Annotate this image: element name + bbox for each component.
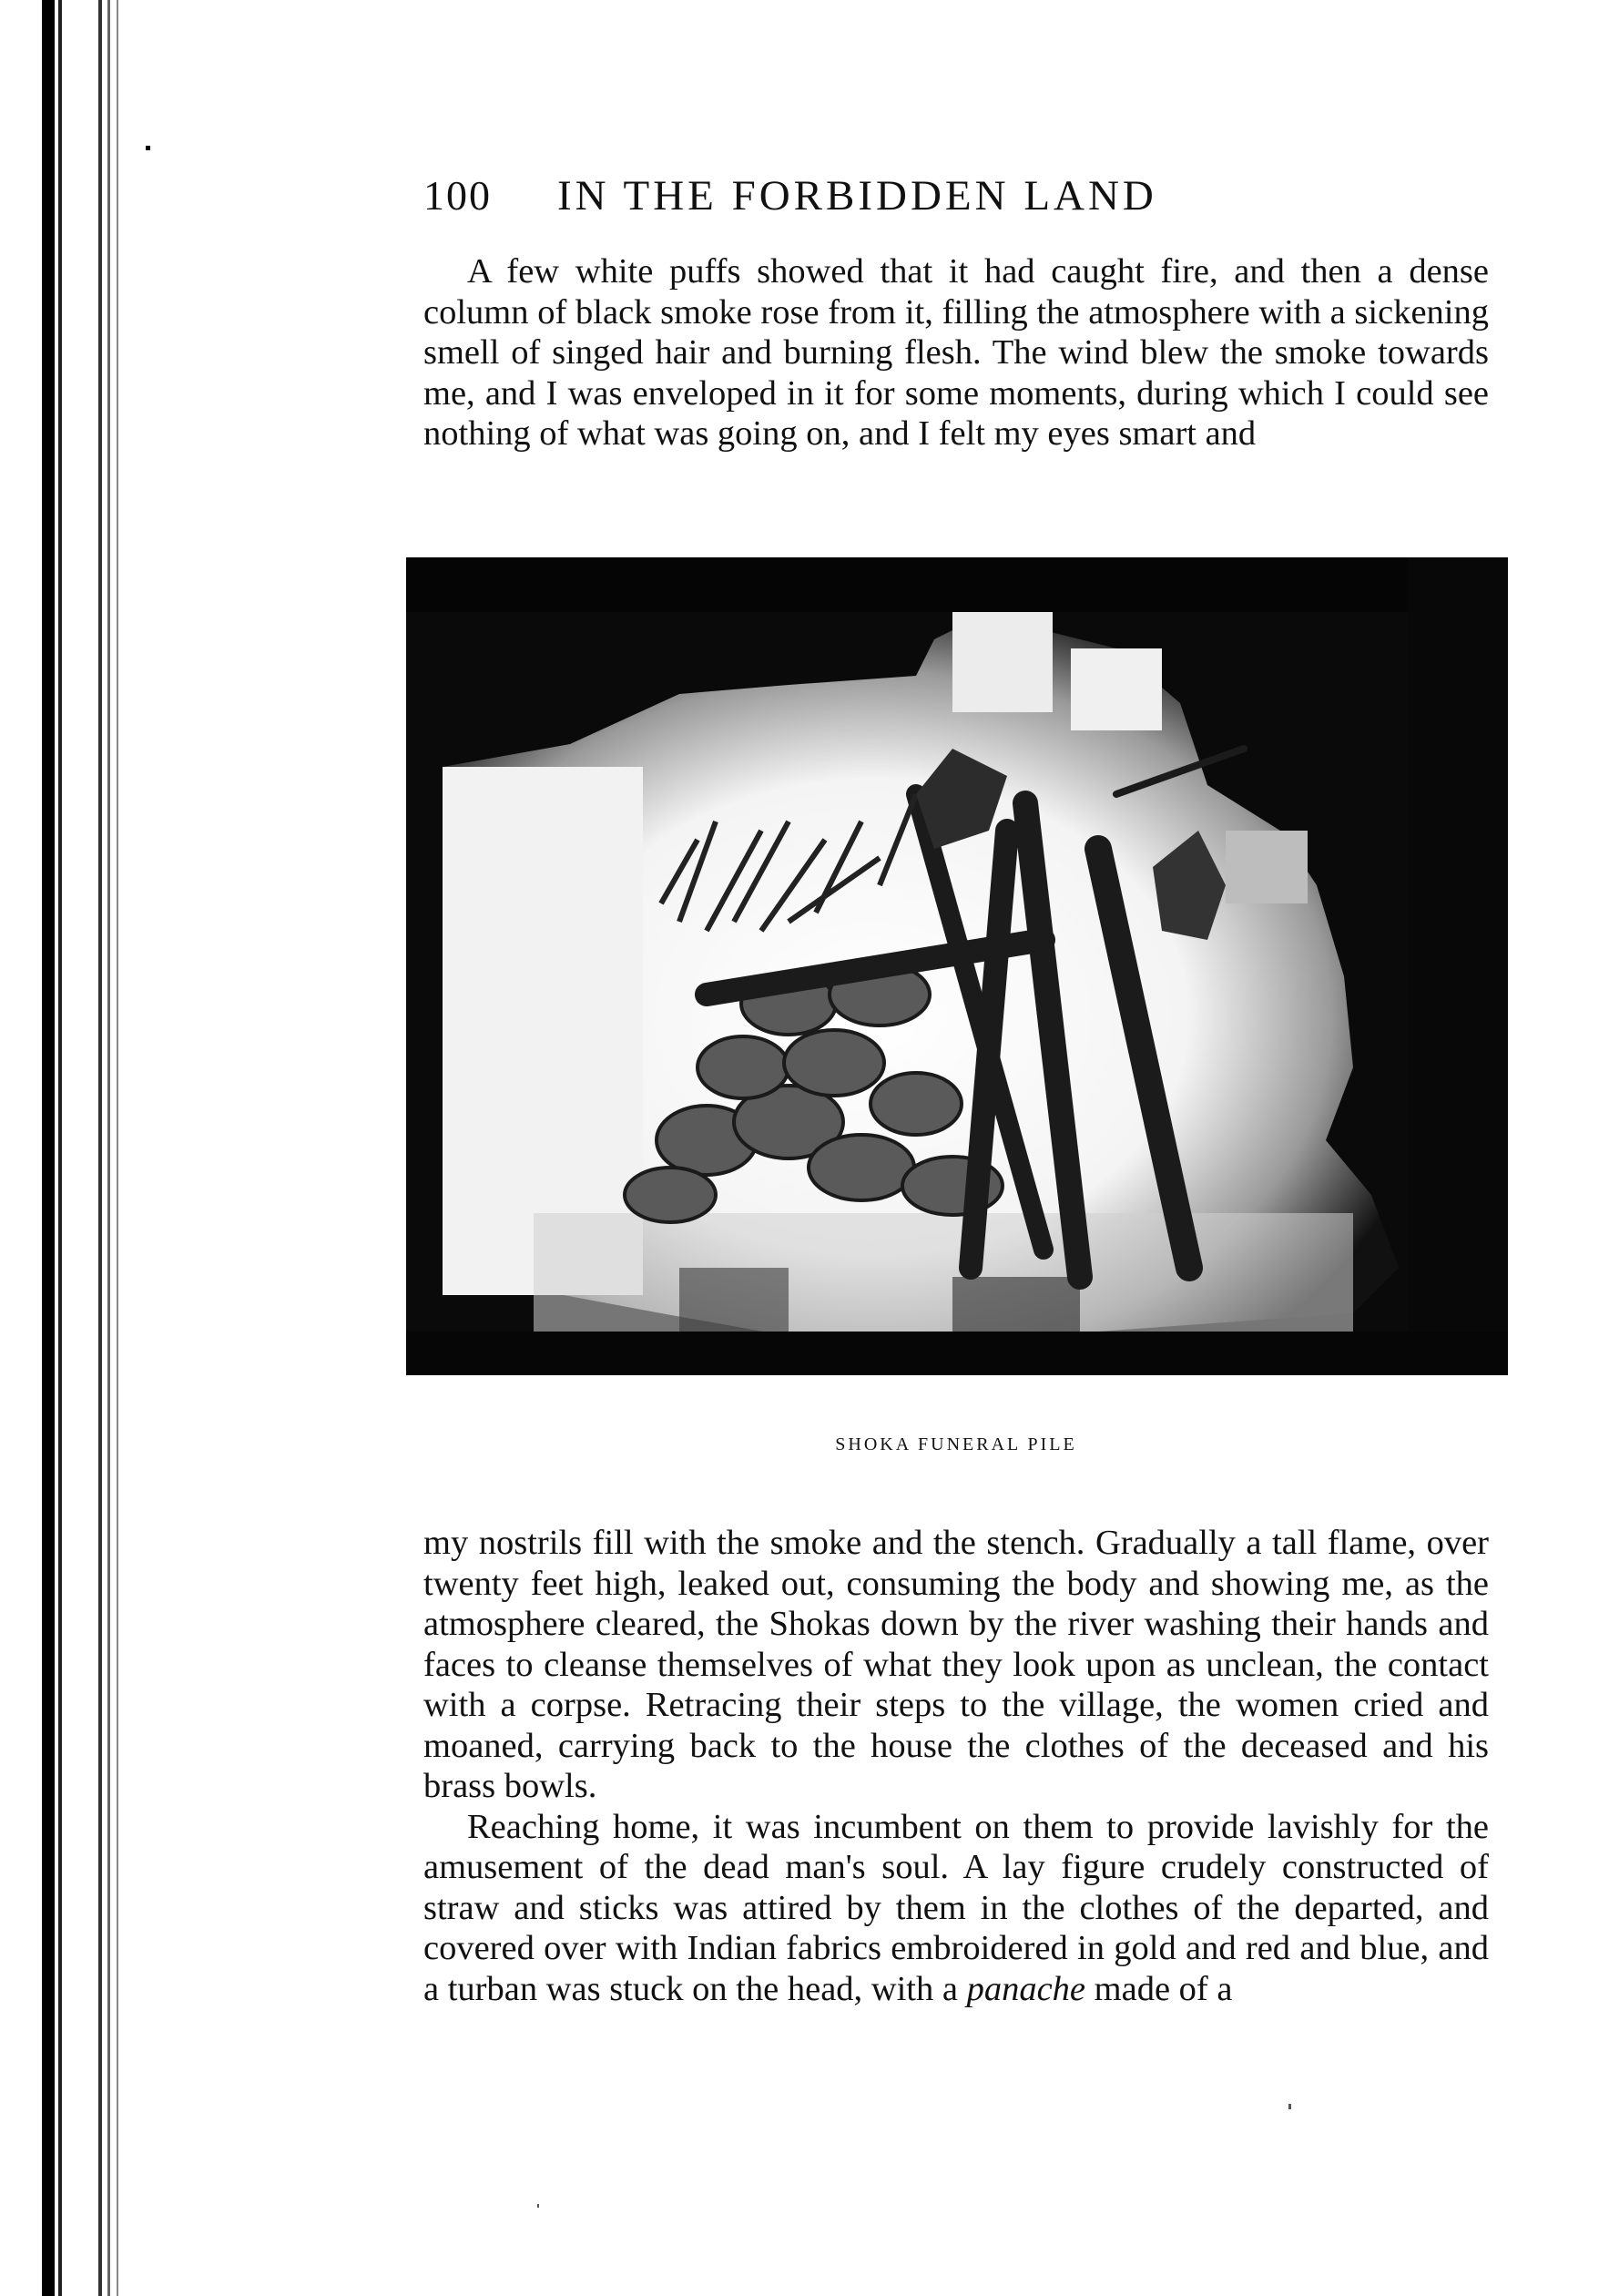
page-binding-edge xyxy=(0,0,137,2296)
paragraph-continued: my nostrils fill with the smoke and the stench. Gradually a tall flame, over twenty feet high, leaked out, consuming the body and showing me, as the atmosphere cleared, the Shokas down by the river washing their hands and faces to cleanse themselves of what they look upon as unclean, the contact with a corpse. Retracing their steps to the village, the women cried and moaned, carrying back to the house the clothes of the deceased and his brass bowls. xyxy=(423,1524,1489,1805)
paragraph-reaching-home-text: Reaching home, it was incumbent on them to provide lavishly for the amusement of the dead man's soul. A lay figure crudely constructed of straw and sticks was attired by them in the clothes of the departed, and covered over with Indian fabrics embroidered in gold and red and blue, and a turban was stuck on the head, with a xyxy=(423,1807,1489,2008)
text-block-top xyxy=(423,251,1489,454)
paragraph-reaching-home-end: made of a xyxy=(1085,1969,1233,2008)
paragraph-top: A few white puffs showed that it had caught fire, and then a dense column of black smoke rose from it, filling the atmosphere with a sickening smell of singed hair and burning flesh. The wind blew the smoke towards me, and I was enveloped in it for some moments, during which I could see nothing of what was going on, and I felt my eyes smart and xyxy=(423,252,1489,453)
running-title: IN THE FORBIDDEN LAND xyxy=(557,172,1157,219)
page-number: 100 xyxy=(423,172,492,219)
figure-caption: SHOKA FUNERAL PILE xyxy=(835,1434,1077,1454)
figure-photograph xyxy=(406,557,1508,1375)
text-block-bottom xyxy=(423,1523,1489,2009)
italic-panache: panache xyxy=(966,1969,1086,2008)
running-header xyxy=(423,171,1498,235)
scan-speck xyxy=(537,2204,539,2208)
photograph-funeral-pile-icon xyxy=(406,557,1508,1375)
scan-speck xyxy=(1288,2104,1291,2109)
paragraph-reaching-home xyxy=(423,1807,1489,2010)
